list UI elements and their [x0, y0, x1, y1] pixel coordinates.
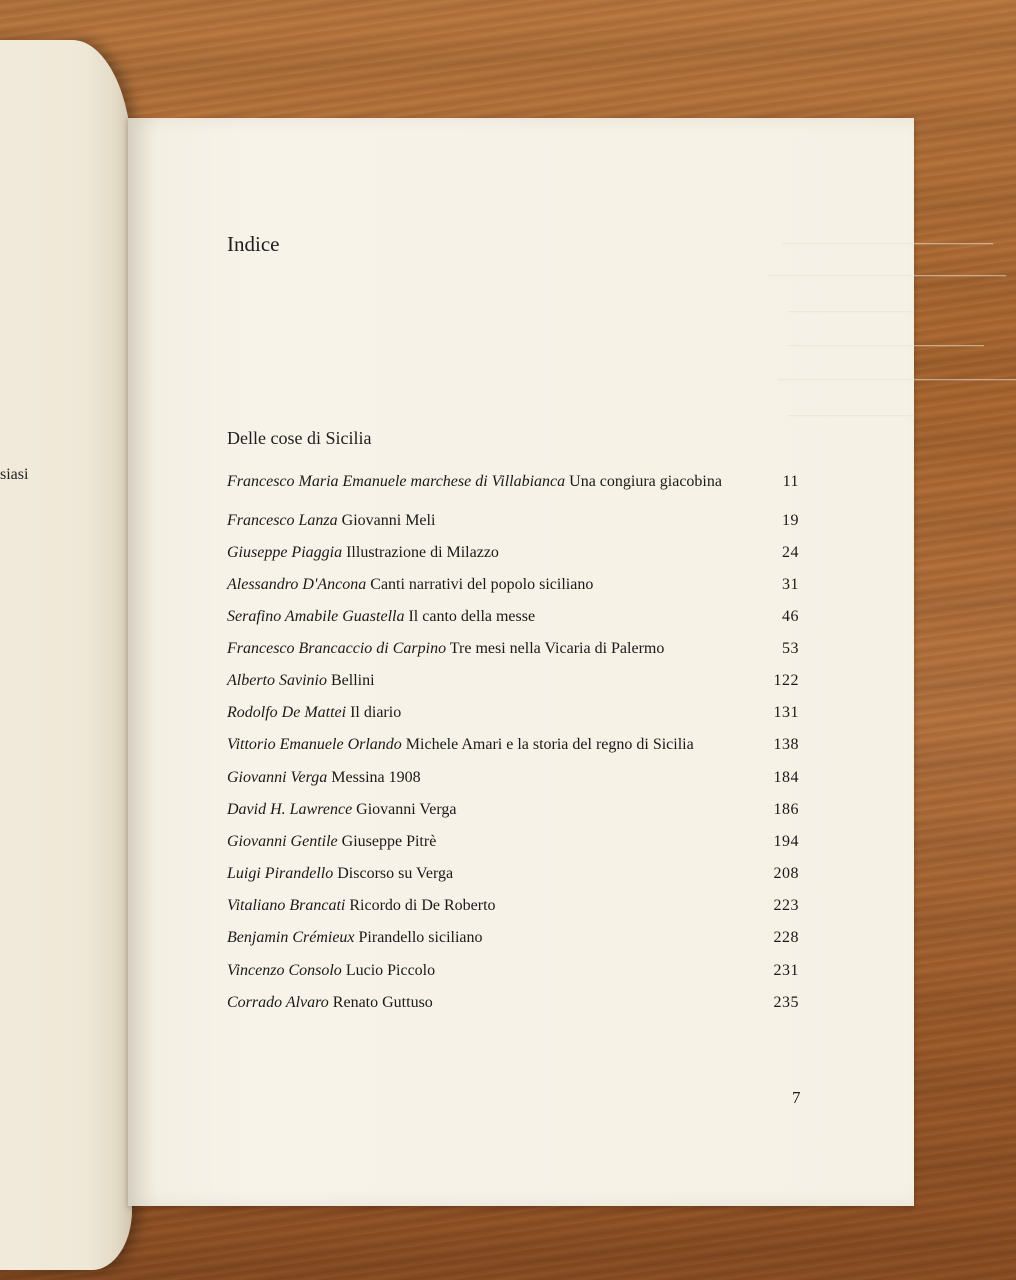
table-of-contents: [227, 472, 799, 1013]
toc-entry-page: 223: [773, 897, 799, 914]
toc-entry-page: 186: [773, 801, 799, 818]
toc-entry: [227, 575, 799, 595]
toc-entry: [227, 607, 799, 627]
toc-entry-title: Giovanni Verga: [356, 801, 457, 818]
toc-entry-title: Illustrazione di Milazzo: [346, 544, 499, 561]
toc-entry-author: Vittorio Emanuele Orlando: [227, 736, 402, 753]
toc-entry-title: Giuseppe Pitrè: [341, 833, 437, 850]
toc-entry-page: 184: [773, 769, 799, 786]
toc-entry-author: Vitaliano Brancati: [227, 897, 346, 914]
bleed-through-mark: ———————————————: [783, 236, 993, 251]
toc-entry: [227, 864, 799, 884]
toc-entry-page: 53: [782, 640, 799, 657]
toc-entry-author: Benjamin Crémieux: [227, 929, 355, 946]
toc-entry: [227, 928, 799, 948]
section-heading: Delle cose di Sicilia: [227, 428, 372, 448]
toc-entry-title: Giovanni Meli: [341, 512, 436, 529]
toc-entry-title: Discorso su Verga: [337, 865, 454, 882]
toc-entry-title: Il diario: [350, 704, 402, 721]
right-page: [128, 118, 1016, 1206]
toc-entry-title: Renato Guttuso: [332, 994, 433, 1011]
toc-entry-author: Francesco Lanza: [227, 512, 338, 529]
toc-entry: [227, 961, 799, 981]
toc-entry-page: 208: [773, 865, 799, 882]
toc-entry-title: Ricordo di De Roberto: [349, 897, 496, 914]
toc-entry-page: 122: [773, 672, 799, 689]
toc-entry-title: Il canto della messe: [408, 608, 536, 625]
toc-entry-title: Pirandello siciliano: [358, 929, 483, 946]
toc-entry: [227, 735, 799, 755]
toc-entry-author: Serafino Amabile Guastella: [227, 608, 405, 625]
bleed-through-mark: —————————: [788, 408, 914, 423]
bleed-through-mark: —————————: [788, 304, 914, 319]
toc-entry-page: 194: [773, 833, 799, 850]
toc-entry: [227, 993, 799, 1013]
toc-entry-title: Messina 1908: [331, 769, 421, 786]
toc-entry-title: Lucio Piccolo: [345, 962, 436, 979]
toc-entry: [227, 472, 799, 492]
toc-entry-author: Luigi Pirandello: [227, 865, 334, 882]
left-page-text-fragment: siasi: [0, 466, 29, 483]
toc-entry-author: David H. Lawrence: [227, 801, 353, 818]
toc-entry-author: Corrado Alvaro: [227, 994, 329, 1011]
toc-entry-page: 46: [782, 608, 799, 625]
toc-entry-author: Giovanni Verga: [227, 769, 328, 786]
toc-entry-page: 235: [773, 994, 799, 1011]
toc-entry-title: Bellini: [330, 672, 375, 689]
toc-entry: [227, 832, 799, 852]
page-number: 7: [792, 1088, 801, 1107]
toc-entry-author: Alberto Savinio: [227, 672, 327, 689]
toc-entry-page: 24: [782, 544, 799, 561]
toc-entry-author: Francesco Brancaccio di Carpino: [227, 640, 447, 657]
toc-entry-author: Vincenzo Consolo: [227, 962, 342, 979]
toc-entry: [227, 896, 799, 916]
toc-entry: [227, 511, 799, 531]
toc-entry-author: Giovanni Gentile: [227, 833, 338, 850]
toc-entry-page: 11: [782, 473, 799, 490]
toc-entry-author: Rodolfo De Mattei: [227, 704, 347, 721]
toc-entry: [227, 639, 799, 659]
toc-entry-page: 31: [782, 576, 799, 593]
bleed-through-mark: ——————————————: [788, 338, 984, 353]
toc-entry: [227, 671, 799, 691]
toc-entry: [227, 703, 799, 723]
toc-entry-page: 19: [782, 512, 799, 529]
toc-entry-title: Tre mesi nella Vicaria di Palermo: [449, 640, 665, 657]
toc-entry: [227, 768, 799, 788]
left-page: [0, 40, 132, 1270]
toc-entry-author: Giuseppe Piaggia: [227, 544, 343, 561]
bleed-through-mark: —————————————————: [778, 372, 1016, 387]
index-heading: Indice: [227, 232, 280, 256]
toc-entry-author: Alessandro D'Ancona: [227, 576, 367, 593]
toc-entry: [227, 543, 799, 563]
toc-entry-page: 131: [773, 704, 799, 721]
toc-entry-title: Michele Amari e la storia del regno di Sicilia: [405, 736, 694, 753]
toc-entry: [227, 800, 799, 820]
toc-entry-title: Una congiura giacobina: [569, 473, 722, 490]
toc-entry-page: 138: [773, 736, 799, 753]
toc-entry-page: 231: [773, 962, 799, 979]
toc-entry-author: Francesco Maria Emanuele marchese di Villabianca: [227, 473, 566, 490]
toc-entry-title: Canti narrativi del popolo siciliano: [370, 576, 594, 593]
toc-entry-page: 228: [773, 929, 799, 946]
bleed-through-mark: —————————————————: [768, 268, 1006, 283]
